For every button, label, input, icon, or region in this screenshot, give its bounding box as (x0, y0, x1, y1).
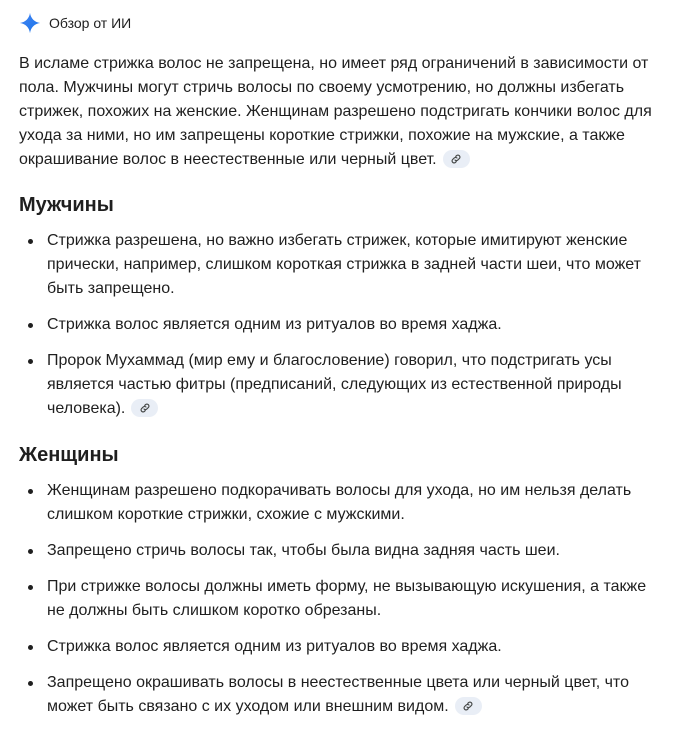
link-icon (450, 153, 462, 165)
section-title-women: Женщины (19, 444, 119, 466)
source-link-button[interactable] (455, 697, 482, 715)
list-item-text: Стрижка волос является одним из ритуалов во время хаджа. (47, 316, 502, 333)
list-item-text: Женщинам разрешено подкорачивать волосы для ухода, но им нельзя делать слишком короткие стрижки, схожие с мужскими. (47, 482, 632, 523)
list-item (19, 575, 659, 623)
list-item (19, 229, 659, 301)
ai-overview-title: Обзор от ИИ (49, 15, 132, 31)
list-item-text: Стрижка волос является одним из ритуалов во время хаджа. (47, 638, 502, 655)
section-title-men: Мужчины (19, 194, 114, 216)
intro-paragraph (19, 52, 664, 172)
link-icon (139, 402, 151, 414)
ai-overview-header (19, 11, 131, 35)
link-icon (462, 700, 474, 712)
list-item (19, 671, 659, 719)
list-item (19, 313, 659, 337)
list-item-text: Стрижка разрешена, но важно избегать стрижек, которые имитируют женские прически, например, слишком короткая стрижка в задней части шеи, что может быть запрещено. (47, 232, 641, 297)
list-item-text: При стрижке волосы должны иметь форму, не вызывающую искушения, а также не должны быть слишком коротко обрезаны. (47, 578, 647, 619)
women-list (19, 479, 659, 731)
source-link-button[interactable] (131, 399, 158, 417)
list-item (19, 349, 659, 421)
list-item-text: Запрещено стричь волосы так, чтобы была видна задняя часть шеи. (47, 542, 560, 559)
source-link-button[interactable] (443, 150, 470, 168)
list-item (19, 479, 659, 527)
sparkle-icon (19, 12, 41, 34)
men-list (19, 229, 659, 433)
list-item-text: Пророк Мухаммад (мир ему и благословение) говорил, что подстригать усы является частью фитры (предписаний, следующих из естественной природы человека). (47, 352, 622, 417)
intro-text: В исламе стрижка волос не запрещена, но имеет ряд ограничений в зависимости от пола. Мужчины могут стричь волосы по своему усмотрению, но должны избегать стрижек, похожих на женские. Женщинам разрешено подстригать кончики волос для ухода за ними, но им запрещены короткие стрижки, похожие на мужские, а также окрашивание волос в неестественные или черный цвет. (19, 55, 652, 168)
list-item-text: Запрещено окрашивать волосы в неестественные цвета или черный цвет, что может быть связано с их уходом или внешним видом. (47, 674, 629, 715)
list-item (19, 539, 659, 563)
list-item (19, 635, 659, 659)
